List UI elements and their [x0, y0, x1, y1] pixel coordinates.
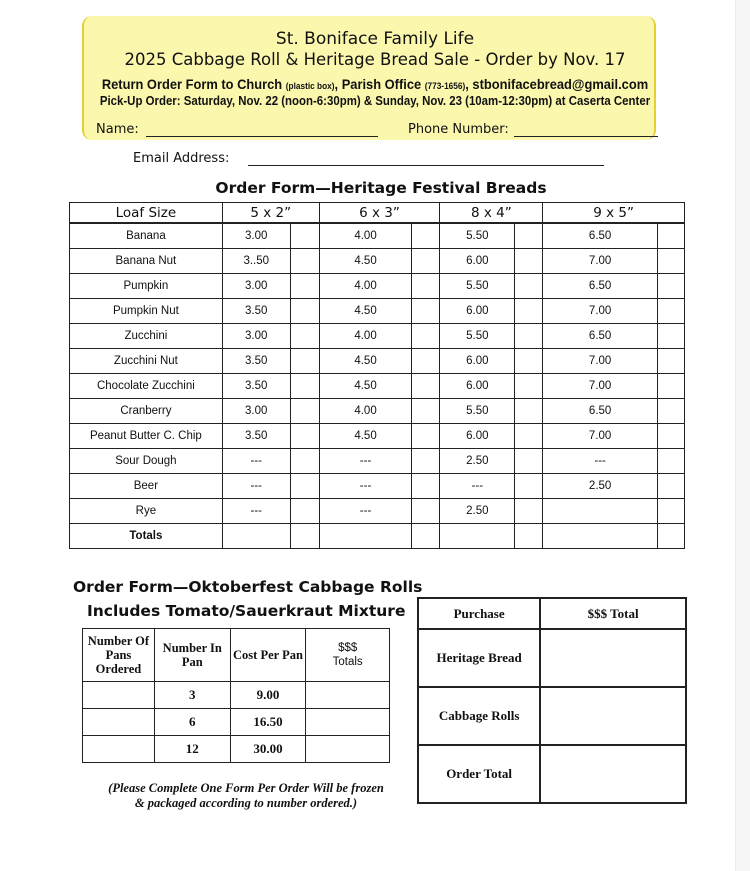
bread-qty-input[interactable] [658, 223, 685, 249]
bread-qty-input[interactable] [515, 324, 543, 349]
bread-price: 3.50 [222, 299, 290, 324]
bread-qty-input[interactable] [412, 223, 440, 249]
bread-qty-input[interactable] [290, 449, 319, 474]
cost-per-pan-header: Cost Per Pan [230, 629, 306, 682]
cabbage-total-input[interactable] [306, 736, 390, 763]
bread-qty-input[interactable] [290, 424, 319, 449]
bread-price: 5.50 [440, 399, 515, 424]
return-box-note: (plastic box) [285, 81, 335, 91]
total-9x5[interactable] [543, 524, 658, 549]
bread-price: 6.00 [440, 349, 515, 374]
cabbage-form-title: Order Form—Oktoberfest Cabbage Rolls [73, 578, 423, 596]
number-in-pan-header: Number In Pan [154, 629, 230, 682]
bread-name: Pumpkin [70, 274, 223, 299]
totals-header-symbol: $$$ [338, 642, 358, 654]
summary-row [418, 629, 686, 687]
cabbage-total-input[interactable] [306, 709, 390, 736]
name-field[interactable] [146, 136, 378, 137]
bread-price: 3.00 [222, 274, 290, 299]
bread-price: --- [440, 474, 515, 499]
bread-price [543, 499, 658, 524]
cost-per-pan: 9.00 [230, 682, 306, 709]
bread-price: 4.00 [319, 324, 412, 349]
bread-name: Sour Dough [70, 449, 223, 474]
bread-qty-input[interactable] [658, 374, 685, 399]
size-6x3-header: 6 x 3” [319, 203, 440, 224]
return-office: , Parish Office [334, 76, 425, 92]
bread-row [70, 424, 685, 449]
bread-price: 2.50 [543, 474, 658, 499]
bread-price: --- [222, 499, 290, 524]
bread-name: Beer [70, 474, 223, 499]
bread-qty-input[interactable] [515, 449, 543, 474]
size-5x2-header: 5 x 2” [222, 203, 319, 224]
summary-purchase-label: Order Total [418, 745, 540, 803]
bread-qty-input[interactable] [515, 374, 543, 399]
bread-qty-input[interactable] [658, 274, 685, 299]
summary-total-input[interactable] [540, 687, 686, 745]
cabbage-row [83, 736, 390, 763]
pans-ordered-header: Number Of Pans Ordered [83, 629, 155, 682]
bread-qty-input[interactable] [515, 249, 543, 274]
bread-price: 6.00 [440, 249, 515, 274]
bread-price: 4.50 [319, 299, 412, 324]
bread-name: Rye [70, 499, 223, 524]
number-in-pan: 12 [154, 736, 230, 763]
bread-price: 6.50 [543, 223, 658, 249]
bread-price: 6.50 [543, 399, 658, 424]
bread-price: 7.00 [543, 299, 658, 324]
bread-price: 5.50 [440, 274, 515, 299]
bread-qty-input[interactable] [290, 399, 319, 424]
bread-price: 5.50 [440, 223, 515, 249]
bread-qty-input[interactable] [290, 374, 319, 399]
totals-header-label: Totals [332, 656, 363, 668]
bread-qty-input[interactable] [515, 424, 543, 449]
bread-qty-input[interactable] [412, 299, 440, 324]
name-label: Name: [96, 122, 139, 137]
total-8x4[interactable] [440, 524, 515, 549]
bread-qty-input[interactable] [515, 399, 543, 424]
bread-price: 6.00 [440, 299, 515, 324]
bread-name: Pumpkin Nut [70, 299, 223, 324]
bread-qty-input[interactable] [290, 249, 319, 274]
bread-row [70, 349, 685, 374]
number-in-pan: 6 [154, 709, 230, 736]
bread-price: 2.50 [440, 449, 515, 474]
summary-total-input[interactable] [540, 629, 686, 687]
bread-qty-input[interactable] [412, 449, 440, 474]
phone-field[interactable] [514, 136, 658, 137]
summary-row [418, 745, 686, 803]
sale-title: 2025 Cabbage Roll & Heritage Bread Sale - Order by Nov. 17 [124, 50, 626, 69]
bread-header-row [70, 203, 685, 224]
bread-row [70, 474, 685, 499]
bread-qty-input[interactable] [290, 474, 319, 499]
bread-totals-row [70, 524, 685, 549]
cabbage-row [83, 682, 390, 709]
pans-ordered-input[interactable] [83, 709, 155, 736]
total-header: $$$ Total [540, 598, 686, 629]
bread-form-title: Order Form—Heritage Festival Breads [215, 179, 547, 197]
bread-qty-input[interactable] [412, 399, 440, 424]
summary-row [418, 687, 686, 745]
total-5x2-qty[interactable] [290, 524, 319, 549]
bread-price: 4.50 [319, 424, 412, 449]
bread-qty-input[interactable] [412, 499, 440, 524]
phone-label: Phone Number: [408, 122, 509, 137]
bread-price: --- [543, 449, 658, 474]
pans-ordered-input[interactable] [83, 736, 155, 763]
bread-qty-input[interactable] [658, 349, 685, 374]
cabbage-row [83, 709, 390, 736]
bread-qty-input[interactable] [290, 499, 319, 524]
bread-qty-input[interactable] [290, 324, 319, 349]
bread-qty-input[interactable] [412, 349, 440, 374]
bread-qty-input[interactable] [515, 274, 543, 299]
scrollbar[interactable] [735, 0, 750, 871]
bread-price: --- [319, 474, 412, 499]
bread-row [70, 499, 685, 524]
cost-per-pan: 16.50 [230, 709, 306, 736]
bread-price: --- [222, 474, 290, 499]
bread-price: 3.50 [222, 374, 290, 399]
bread-price: 6.00 [440, 374, 515, 399]
bread-qty-input[interactable] [290, 299, 319, 324]
bread-totals-label: Totals [70, 524, 223, 549]
bread-qty-input[interactable] [412, 374, 440, 399]
bread-row [70, 223, 685, 249]
bread-qty-input[interactable] [515, 349, 543, 374]
email-label: Email Address: [133, 151, 230, 166]
return-instructions [30, 76, 720, 92]
bread-price: --- [319, 449, 412, 474]
pickup-info: Pick-Up Order: Saturday, Nov. 22 (noon-6:30pm) & Sunday, Nov. 23 (10am-12:30pm) at Caserta Center [99, 93, 651, 108]
bread-order-table [69, 202, 685, 549]
bread-qty-input[interactable] [515, 299, 543, 324]
bread-qty-input[interactable] [658, 299, 685, 324]
summary-header-row [418, 598, 686, 629]
cabbage-header-row [83, 629, 390, 682]
bread-name: Zucchini [70, 324, 223, 349]
cabbage-order-table [82, 628, 390, 763]
bread-qty-input[interactable] [658, 424, 685, 449]
total-5x2[interactable] [222, 524, 290, 549]
totals-header [306, 629, 390, 682]
total-9x5-qty[interactable] [658, 524, 685, 549]
summary-purchase-label: Heritage Bread [418, 629, 540, 687]
bread-row [70, 374, 685, 399]
bread-name: Banana [70, 223, 223, 249]
total-6x3[interactable] [319, 524, 412, 549]
bread-name: Peanut Butter C. Chip [70, 424, 223, 449]
bread-name: Zucchini Nut [70, 349, 223, 374]
bread-price: 4.00 [319, 399, 412, 424]
bread-qty-input[interactable] [658, 449, 685, 474]
bread-name: Chocolate Zucchini [70, 374, 223, 399]
bread-price: 6.50 [543, 274, 658, 299]
cabbage-form-subtitle: Includes Tomato/Sauerkraut Mixture [87, 602, 406, 620]
bread-price: 4.50 [319, 349, 412, 374]
email-field[interactable] [248, 165, 604, 166]
bread-price: 3.00 [222, 399, 290, 424]
organization-name: St. Boniface Family Life [275, 29, 475, 49]
size-9x5-header: 9 x 5” [543, 203, 685, 224]
bread-price: 7.00 [543, 349, 658, 374]
bread-price: 4.50 [319, 374, 412, 399]
pans-ordered-input[interactable] [83, 682, 155, 709]
cabbage-total-input[interactable] [306, 682, 390, 709]
bread-row [70, 299, 685, 324]
bread-price: 4.00 [319, 223, 412, 249]
bread-name: Cranberry [70, 399, 223, 424]
bread-qty-input[interactable] [515, 474, 543, 499]
return-prefix: Return Order Form to Church [101, 76, 286, 92]
bread-price: 3.00 [222, 324, 290, 349]
bread-price: 2.50 [440, 499, 515, 524]
bread-price: 3..50 [222, 249, 290, 274]
size-8x4-header: 8 x 4” [440, 203, 543, 224]
bread-qty-input[interactable] [412, 274, 440, 299]
contact-email: , stbonifacebread@gmail.com [465, 76, 649, 92]
office-phone: (773-1656) [424, 81, 466, 91]
summary-total-input[interactable] [540, 745, 686, 803]
bread-row [70, 449, 685, 474]
bread-price: 7.00 [543, 424, 658, 449]
cost-per-pan: 30.00 [230, 736, 306, 763]
bread-row [70, 249, 685, 274]
bread-qty-input[interactable] [658, 249, 685, 274]
bread-price: 5.50 [440, 324, 515, 349]
bread-price: 7.00 [543, 249, 658, 274]
total-6x3-qty[interactable] [412, 524, 440, 549]
bread-row [70, 274, 685, 299]
bread-qty-input[interactable] [658, 399, 685, 424]
number-in-pan: 3 [154, 682, 230, 709]
bread-qty-input[interactable] [515, 223, 543, 249]
total-8x4-qty[interactable] [515, 524, 543, 549]
bread-row [70, 324, 685, 349]
bread-qty-input[interactable] [658, 324, 685, 349]
bread-qty-input[interactable] [515, 499, 543, 524]
bread-qty-input[interactable] [412, 474, 440, 499]
bread-name: Banana Nut [70, 249, 223, 274]
bread-row [70, 399, 685, 424]
bread-price: --- [319, 499, 412, 524]
bread-qty-input[interactable] [290, 274, 319, 299]
bread-price: 7.00 [543, 374, 658, 399]
bread-qty-input[interactable] [412, 424, 440, 449]
bread-price: 6.50 [543, 324, 658, 349]
order-note: (Please Complete One Form Per Order Will be frozen & packaged according to number ordered.) [108, 781, 384, 810]
purchase-summary-table [417, 597, 687, 804]
loaf-size-header: Loaf Size [70, 203, 223, 224]
purchase-header: Purchase [418, 598, 540, 629]
bread-qty-input[interactable] [658, 499, 685, 524]
bread-qty-input[interactable] [290, 223, 319, 249]
summary-purchase-label: Cabbage Rolls [418, 687, 540, 745]
bread-price: 6.00 [440, 424, 515, 449]
bread-qty-input[interactable] [412, 324, 440, 349]
bread-qty-input[interactable] [658, 474, 685, 499]
bread-price: --- [222, 449, 290, 474]
bread-price: 3.50 [222, 349, 290, 374]
bread-price: 3.00 [222, 223, 290, 249]
bread-qty-input[interactable] [290, 349, 319, 374]
bread-price: 4.50 [319, 249, 412, 274]
bread-qty-input[interactable] [412, 249, 440, 274]
bread-price: 3.50 [222, 424, 290, 449]
bread-price: 4.00 [319, 274, 412, 299]
